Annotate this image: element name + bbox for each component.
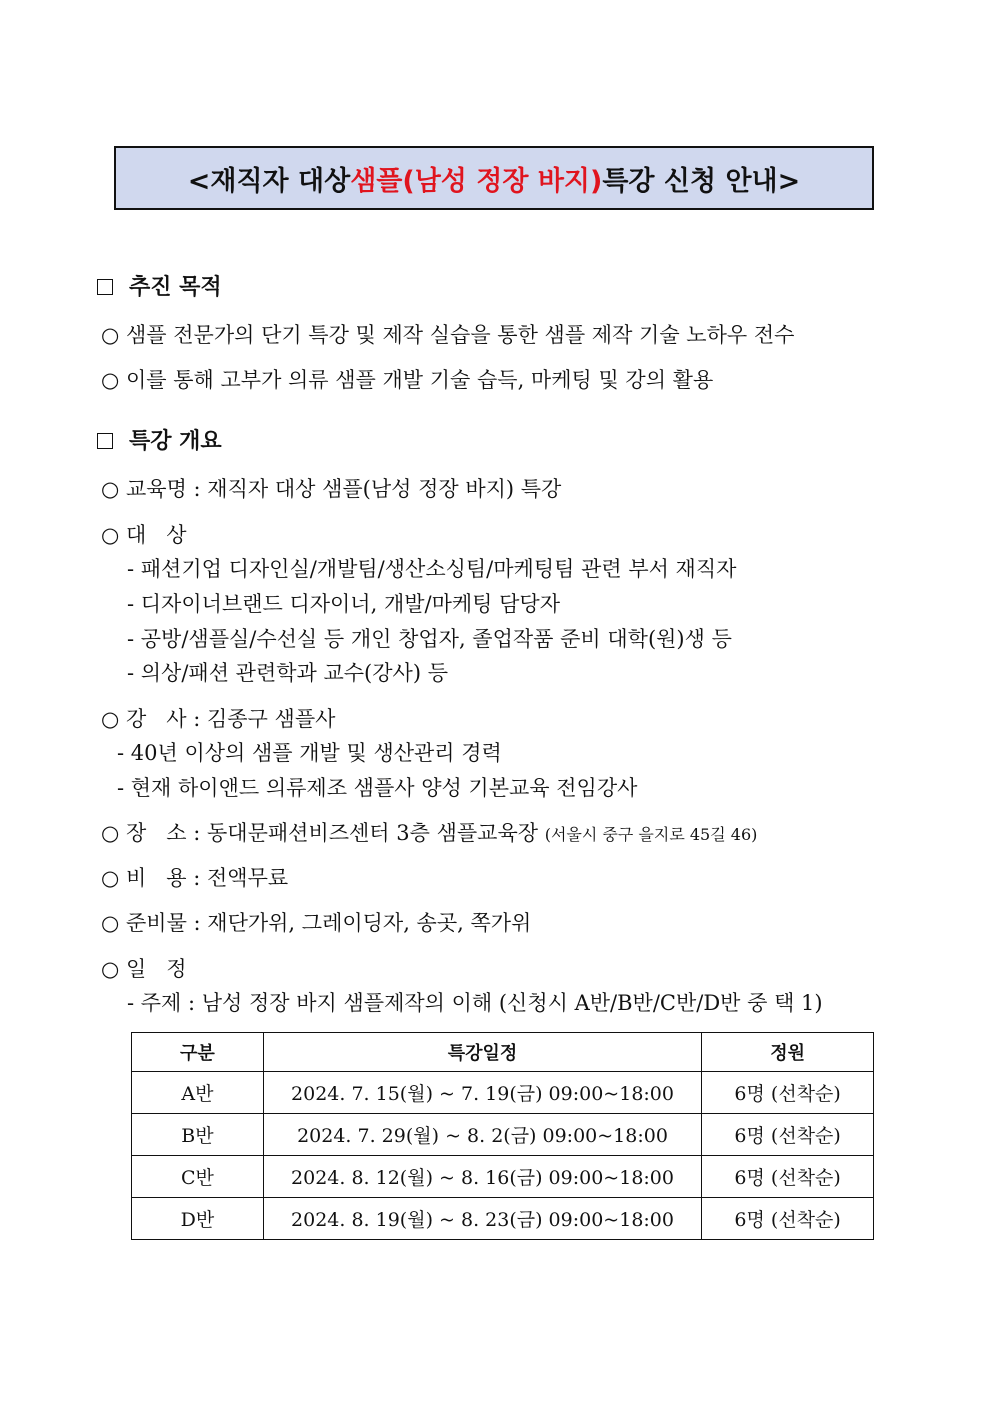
cell-capacity: 6명 (선착순) <box>702 1156 874 1198</box>
target-item-1: - 패션기업 디자인실/개발팀/생산소싱팀/마케팅팀 관련 부서 재직자 <box>127 557 737 581</box>
schedule-topic: - 주제 : 남성 정장 바지 샘플제작의 이해 (신청시 A반/B반/C반/D반 중 택 1) <box>127 991 823 1015</box>
cost: ○ 비 용 : 전액무료 <box>101 866 289 890</box>
instructor-item-2: - 현재 하이앤드 의류제조 샘플사 양성 기본교육 전임강사 <box>117 776 638 800</box>
table-row <box>132 1198 874 1240</box>
title-prefix: <재직자 대상 <box>187 165 351 197</box>
purpose-item-2: ○ 이를 통해 고부가 의류 샘플 개발 기술 습득, 마케팅 및 강의 활용 <box>101 368 714 392</box>
title-suffix: 특강 신청 안내> <box>602 165 801 197</box>
cell-capacity: 6명 (선착순) <box>702 1114 874 1156</box>
section-heading-overview: 특강 개요 <box>97 428 222 456</box>
place: ○ 장 소 : 동대문패션비즈센터 3층 샘플교육장 (서울시 중구 을지로 45길 46) <box>101 821 758 845</box>
header-group: 구분 <box>132 1033 264 1072</box>
target-item-3: - 공방/샘플실/수선실 등 개인 창업자, 졸업작품 준비 대학(원)생 등 <box>127 627 732 651</box>
table-row <box>132 1114 874 1156</box>
place-address: (서울시 중구 을지로 45길 46) <box>544 825 758 844</box>
checkbox-square-icon <box>97 433 113 449</box>
target-item-2: - 디자이너브랜드 디자이너, 개발/마케팅 담당자 <box>127 592 560 616</box>
cell-schedule: 2024. 7. 15(월) ~ 7. 19(금) 09:00~18:00 <box>263 1072 701 1114</box>
instructor: ○ 강 사 : 김종구 샘플사 <box>101 707 336 731</box>
cell-group: C반 <box>132 1156 264 1198</box>
cell-schedule: 2024. 8. 19(월) ~ 8. 23(금) 09:00~18:00 <box>263 1198 701 1240</box>
target-label: ○ 대 상 <box>101 523 187 547</box>
cell-group: D반 <box>132 1198 264 1240</box>
cell-group: B반 <box>132 1114 264 1156</box>
target-item-4: - 의상/패션 관련학과 교수(강사) 등 <box>127 661 448 685</box>
table-row <box>132 1156 874 1198</box>
cell-capacity: 6명 (선착순) <box>702 1072 874 1114</box>
title-highlight: 샘플(남성 정장 바지) <box>350 165 603 197</box>
purpose-item-1: ○ 샘플 전문가의 단기 특강 및 제작 실습을 통한 샘플 제작 기술 노하우 전수 <box>101 323 795 347</box>
section-heading-purpose: 추진 목적 <box>97 274 222 302</box>
schedule-table <box>131 1032 874 1240</box>
checkbox-square-icon <box>97 279 113 295</box>
table-header-row <box>132 1033 874 1072</box>
cell-group: A반 <box>132 1072 264 1114</box>
header-schedule: 특강일정 <box>263 1033 701 1072</box>
header-capacity: 정원 <box>702 1033 874 1072</box>
course-name: ○ 교육명 : 재직자 대상 샘플(남성 정장 바지) 특강 <box>101 477 562 501</box>
instructor-item-1: - 40년 이상의 샘플 개발 및 생산관리 경력 <box>117 741 502 765</box>
table-row <box>132 1072 874 1114</box>
cell-schedule: 2024. 8. 12(월) ~ 8. 16(금) 09:00~18:00 <box>263 1156 701 1198</box>
schedule-label: ○ 일 정 <box>101 957 187 981</box>
materials: ○ 준비물 : 재단가위, 그레이딩자, 송곳, 쪽가위 <box>101 911 532 935</box>
cell-capacity: 6명 (선착순) <box>702 1198 874 1240</box>
cell-schedule: 2024. 7. 29(월) ~ 8. 2(금) 09:00~18:00 <box>263 1114 701 1156</box>
page-title <box>114 146 874 210</box>
